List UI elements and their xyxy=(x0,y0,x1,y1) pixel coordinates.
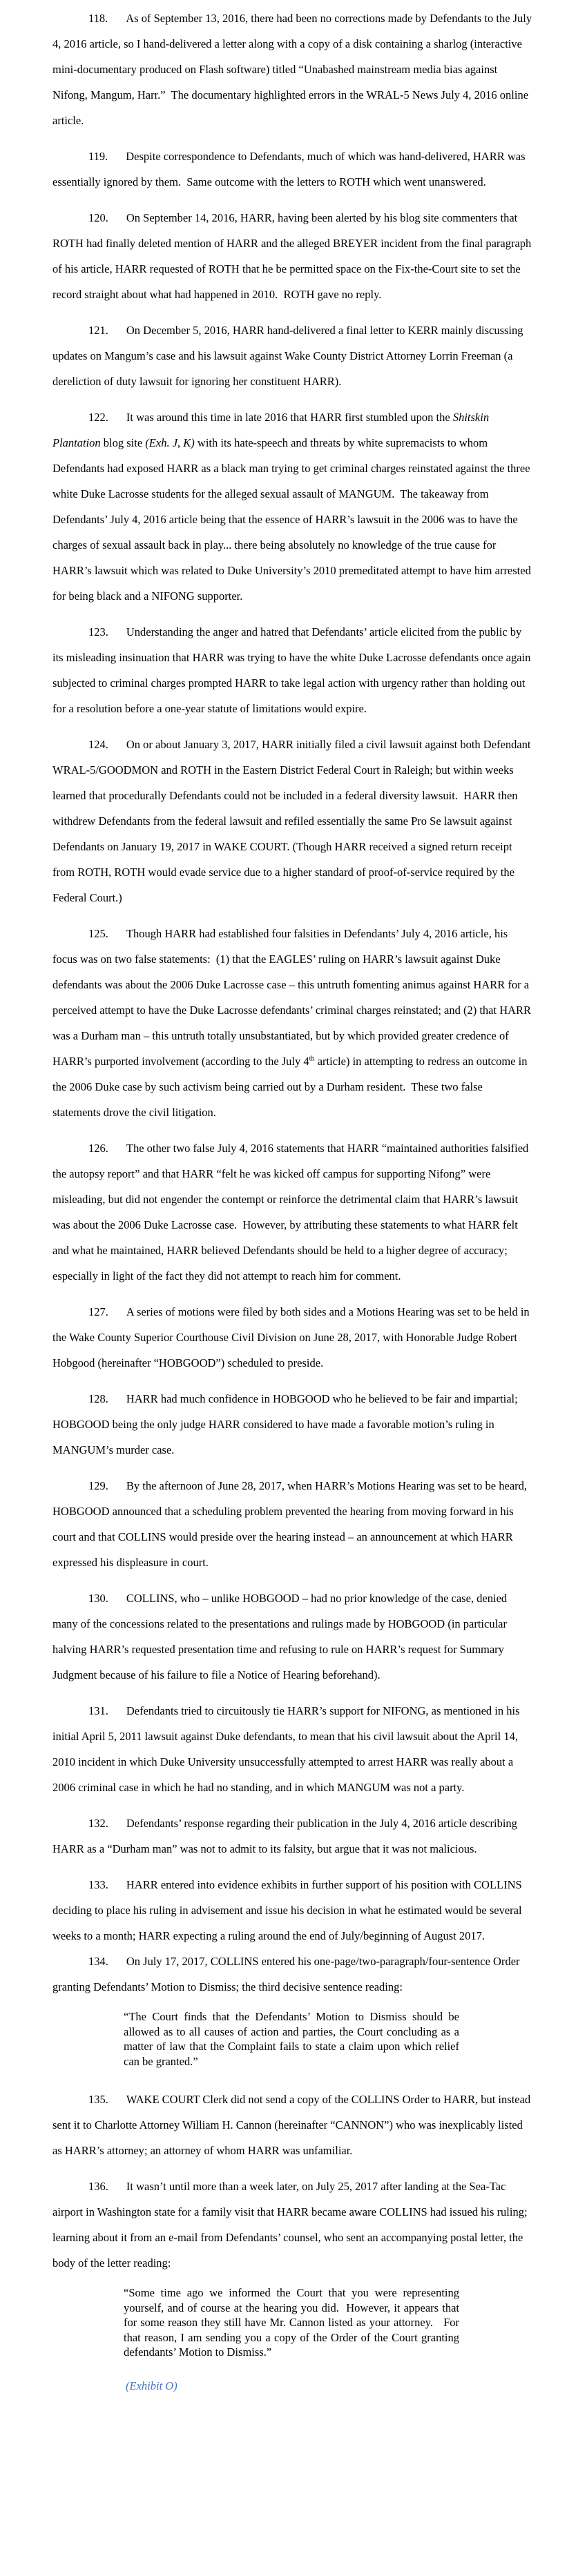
paragraph-132 xyxy=(52,1811,533,1862)
paragraph-136 xyxy=(52,2174,533,2276)
paragraph-127 xyxy=(52,1299,533,1376)
paragraph-number: 125. xyxy=(88,927,108,940)
paragraph-122 xyxy=(52,404,533,609)
paragraph-text: The other two false July 4, 2016 statements that HARR “maintained authorities falsified the autopsy report” and that HARR “felt he was kicked off campus for supporting Nifong” were misleading, but did not engender the contempt or reinforce the detrimental claim that HARR’s lawsuit was about the 2006 Duke Lacrosse case. However, by attributing these statements to what HARR felt and what he maintained, HARR believed Defendants should be held to a higher degree of accuracy; especially in light of the fact they did not attempt to reach him for comment. xyxy=(52,1142,532,1282)
paragraph-120 xyxy=(52,205,533,307)
paragraph-text: Despite correspondence to Defendants, much of which was hand-delivered, HARR was essentially ignored by them. Same outcome with the letters to ROTH which went unanswered. xyxy=(52,150,528,188)
paragraph-121 xyxy=(52,318,533,394)
paragraph-123 xyxy=(52,619,533,721)
blog-title-italic: Shitskin Plantation xyxy=(52,411,492,449)
paragraph-text: Though HARR had established four falsities in Defendants’ July 4, 2016 article, his focus was on two false statements: (1) that the EAGLES’ ruling on HARR’s lawsuit against Duke defendants was about the 2006 Duke Lacrosse case – this untruth fomenting animus against HARR for a perceived attempt to have the Duke Lacrosse defendants’ criminal charges reinstated; and (2) that HARR was a Durham man – this untruth totally unsubstantiated, but by which provided greater credence of HARR’s purported involvement (according to the July 4 xyxy=(52,927,535,1068)
paragraph-text: On July 17, 2017, COLLINS entered his one-page/two-paragraph/four-sentence Order granting Defendants’ Motion to Dismiss; the third decisive sentence reading: xyxy=(52,1955,523,1993)
quote-text: “The Court finds that the Defendants’ Motion to Dismiss should be allowed as to all causes of action and parties, the Court concluding as a matter of law that the Complaint fails to state a claim upon which relief can be granted.” xyxy=(124,2010,463,2068)
paragraph-number: 122. xyxy=(88,411,108,424)
paragraph-124 xyxy=(52,732,533,910)
paragraph-number: 136. xyxy=(88,2180,108,2193)
paragraph-number: 132. xyxy=(88,1817,108,1830)
paragraph-129 xyxy=(52,1473,533,1575)
paragraph-126 xyxy=(52,1135,533,1289)
paragraph-text: As of September 13, 2016, there had been no corrections made by Defendants to the July 4, 2016 article, so I hand-delivered a letter along with a copy of a disk containing a sharlog (interactive mini-documentary produced on Flash software) titled “Unabashed mainstream media bias against Nifong, Mangum, Harr.” The documentary highlighted errors in the WRAL-5 News July 4, 2016 online article. xyxy=(52,12,535,127)
paragraph-128 xyxy=(52,1386,533,1463)
paragraph-number: 123. xyxy=(88,625,108,638)
paragraph-number: 133. xyxy=(88,1878,108,1891)
ordinal-superscript: th xyxy=(309,1055,315,1063)
paragraph-text: On September 14, 2016, HARR, having been alerted by his blog site commenters that ROTH had finally deleted mention of HARR and the alleged BREYER incident from the final paragraph of his article, HARR requested of ROTH that he be permitted space on the Fix-the-Court site to set the record straight about what had happened in 2010. ROTH gave no reply. xyxy=(52,211,535,301)
paragraph-number: 135. xyxy=(88,2093,108,2106)
paragraph-text: A series of motions were filed by both sides and a Motions Hearing was set to be held in the Wake County Superior Courthouse Civil Division on June 28, 2017, with Honorable Judge Robert Hobgood (hereinafter “HOBGOOD”) scheduled to preside. xyxy=(52,1305,532,1369)
paragraph-number: 129. xyxy=(88,1479,108,1492)
paragraph-text: WAKE COURT Clerk did not send a copy of the COLLINS Order to HARR, but instead sent it to Charlotte Attorney William H. Cannon (hereinafter “CANNON”) who was inexplicably listed as HARR’s attorney; an attorney of whom HARR was unfamiliar. xyxy=(52,2093,534,2157)
paragraph-text: COLLINS, who – unlike HOBGOOD – had no prior knowledge of the case, denied many of the concessions related to the presentations and rulings made by HOBGOOD (in particular halving HARR’s requested presentation time and refusing to rule on HARR’s request for Summary Judgment because of his failure to file a Notice of Hearing beforehand). xyxy=(52,1592,510,1681)
paragraph-text: By the afternoon of June 28, 2017, when HARR’s Motions Hearing was set to be heard, HOBGOOD announced that a scheduling problem prevented the hearing from moving forward in his court and that COLLINS would preside over the hearing instead – an announcement at which HARR expressed his displeasure in court. xyxy=(52,1479,530,1569)
paragraph-118 xyxy=(52,6,533,133)
paragraph-text: On December 5, 2016, HARR hand-delivered a final letter to KERR mainly discussing updates on Mangum’s case and his lawsuit against Wake County District Attorney Lorrin Freeman (a dereliction of duty lawsuit for ignoring her constituent HARR). xyxy=(52,324,526,388)
exhibit-o-link[interactable]: (Exhibit O) xyxy=(126,2379,177,2392)
paragraph-number: 128. xyxy=(88,1392,108,1405)
paragraph-number: 126. xyxy=(88,1142,108,1155)
paragraph-number: 118. xyxy=(88,12,108,25)
paragraph-number: 130. xyxy=(88,1592,108,1605)
paragraph-125 xyxy=(52,921,533,1125)
paragraph-number: 124. xyxy=(88,738,108,751)
paragraph-131 xyxy=(52,1698,533,1800)
paragraph-number: 121. xyxy=(88,324,108,337)
paragraph-number: 119. xyxy=(88,150,108,163)
paragraph-text: HARR had much confidence in HOBGOOD who he believed to be fair and impartial; HOBGOOD being the only judge HARR considered to have made a favorable motion’s ruling in MANGUM’s murder case. xyxy=(52,1392,521,1456)
paragraph-text: with its hate-speech and threats by white supremacists to whom Defendants had exposed HARR as a black man trying to get criminal charges reinstated against the three white Duke Lacrosse students for the alleged sexual assault of MANGUM. The takeaway from Defendants’ July 4, 2016 article being that the essence of HARR’s lawsuit in the 2006 was to have the charges of sexual assault back in play... there being absolutely no knowledge of the true cause for HARR’s lawsuit which was related to Duke University’s 2010 premeditated attempt to have him arrested for being black and a NIFONG supporter. xyxy=(52,436,534,603)
paragraph-number: 134. xyxy=(88,1955,108,1968)
paragraph-text: Understanding the anger and hatred that Defendants’ article elicited from the public by its misleading insinuation that HARR was trying to have the white Duke Lacrosse defendants once again subjected to criminal charges prompted HARR to take legal action with urgency rather than holding out for a resolution before a one-year statute of limitations would expire. xyxy=(52,625,534,715)
paragraph-text: article) in attempting to redress an outcome in the 2006 Duke case by such activism being carried out by a Durham resident. These two false statements drove the civil litigation. xyxy=(52,1055,530,1119)
paragraph-text: blog site xyxy=(100,436,146,449)
counsel-letter-quote xyxy=(124,2285,463,2360)
paragraph-number: 127. xyxy=(88,1305,108,1318)
paragraph-text: On or about January 3, 2017, HARR initially filed a civil lawsuit against both Defendant WRAL-5/GOODMON and ROTH in the Eastern District Federal Court in Raleigh; but within weeks learned that procedurally Defendants could not be included in a federal diversity lawsuit. HARR then withdrew Defendants from the federal lawsuit and refiled essentially the same Pro Se lawsuit against Defendants on January 19, 2017 in WAKE COURT. (Though HARR received a signed return receipt from ROTH, ROTH would evade service due to a higher standard of proof-of-service required by the Federal Court.) xyxy=(52,738,534,904)
paragraph-text: Defendants’ response regarding their publication in the July 4, 2016 article describing HARR as a “Durham man” was not to admit to its falsity, but argue that it was not malicious. xyxy=(52,1817,521,1855)
paragraph-number: 120. xyxy=(88,211,108,224)
quote-text: “Some time ago we informed the Court that you were representing yourself, and of course at the hearing you did. However, it appears that for some reason they still have Mr. Cannon listed as your attorney. For that reason, I am sending you a copy of the Order of the Court granting defendants’ Motion to Dismiss.” xyxy=(124,2286,463,2359)
paragraph-134 xyxy=(52,1949,533,2000)
paragraph-133 xyxy=(52,1872,533,1949)
paragraph-text: Defendants tried to circuitously tie HARR’s support for NIFONG, as mentioned in his initial April 5, 2011 lawsuit against Duke defendants, to mean that his civil lawsuit about the April 14, 2010 incident in which Duke University unsuccessfully attempted to arrest HARR was really about a 2006 criminal case in which he had no standing, and in which MANGUM was not a party. xyxy=(52,1704,523,1794)
paragraph-text: HARR entered into evidence exhibits in further support of his position with COLLINS deciding to place his ruling in advisement and issue his decision in what he estimated would be several weeks to a month; HARR expecting a ruling around the end of July/beginning of August 2017. xyxy=(52,1878,525,1942)
paragraph-number: 131. xyxy=(88,1704,108,1717)
paragraph-119 xyxy=(52,144,533,195)
paragraph-135 xyxy=(52,2087,533,2163)
paragraph-130 xyxy=(52,1585,533,1688)
paragraph-text: It was around this time in late 2016 that HARR first stumbled upon the xyxy=(126,411,453,424)
paragraph-text: It wasn’t until more than a week later, on July 25, 2017 after landing at the Sea-Tac airport in Washington state for a family visit that HARR became aware COLLINS had issued his ruling; learning about it from an e-mail from Defendants’ counsel, who sent an accompanying postal letter, the body of the letter reading: xyxy=(52,2180,530,2270)
court-order-quote xyxy=(124,2009,463,2069)
exhibit-ref-italic: (Exh. J, K) xyxy=(145,436,195,449)
